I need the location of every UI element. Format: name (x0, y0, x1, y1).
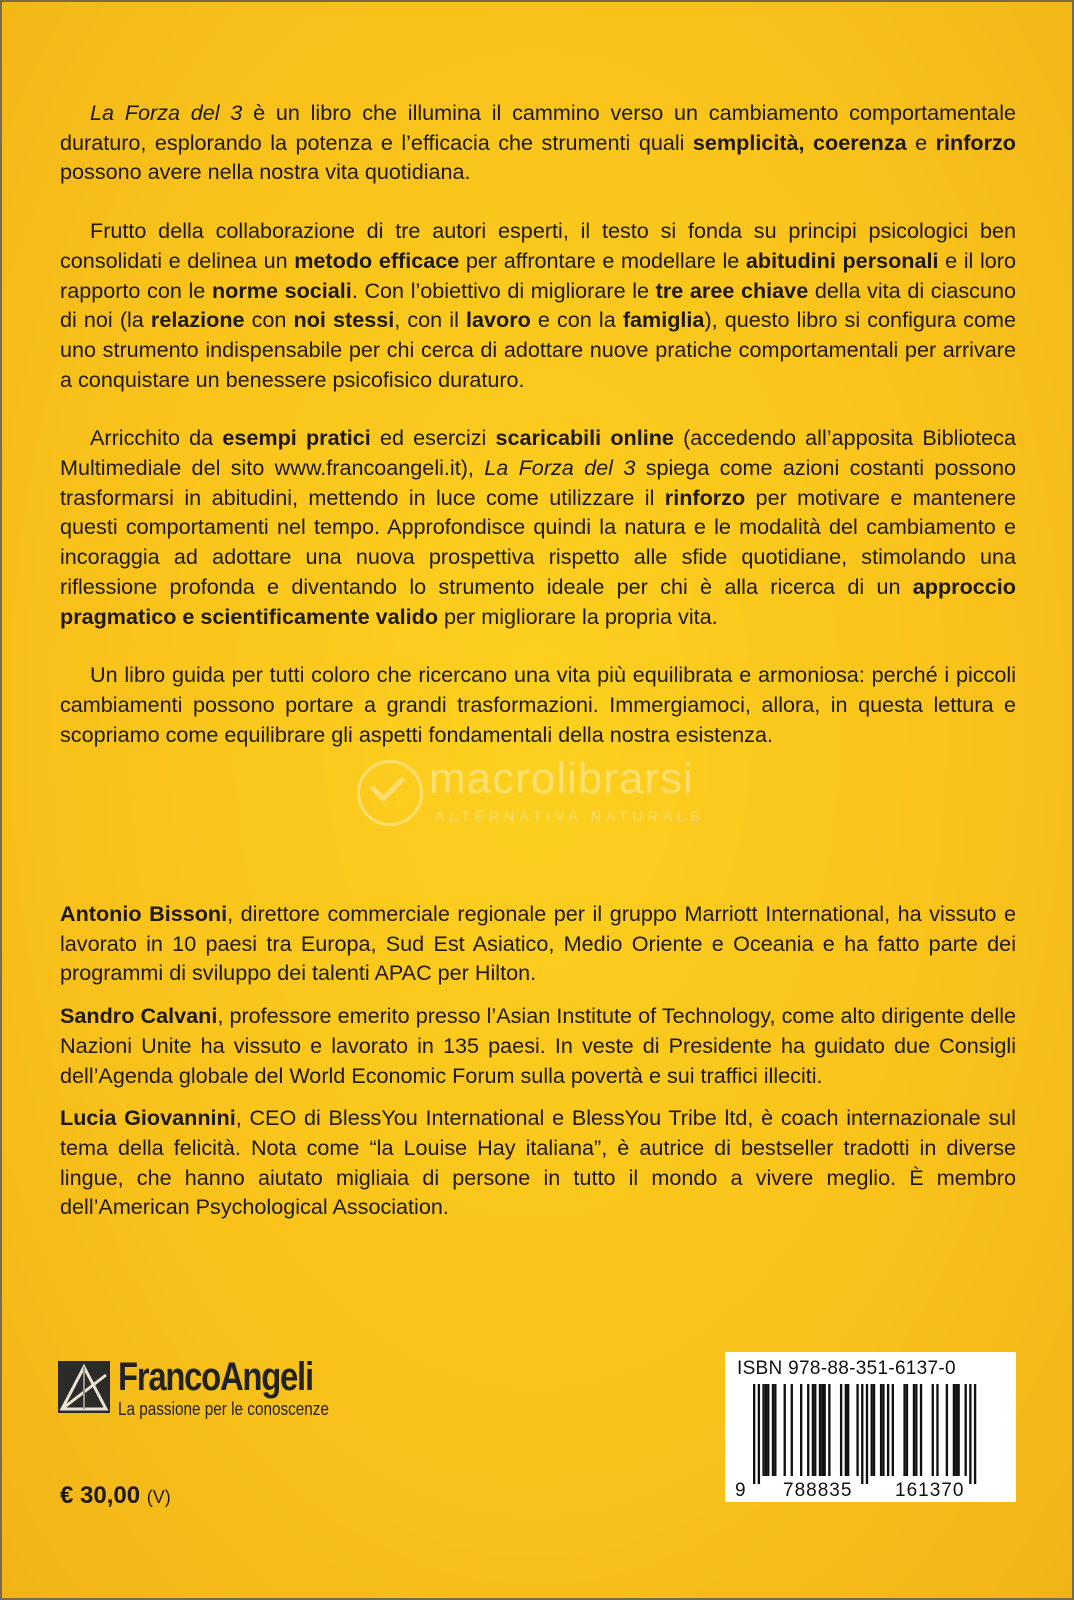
isbn-label: ISBN 978-88-351-6137-0 (737, 1358, 956, 1379)
blurb-paragraph-1 (60, 98, 1016, 187)
barcode-box (725, 1352, 1016, 1502)
text-segment: metodo efficace (294, 247, 460, 273)
text-segment: e (906, 129, 936, 155)
price (60, 1482, 171, 1510)
author-bio (60, 1103, 1016, 1222)
text-segment: e con la (530, 307, 623, 333)
blurb-paragraph-3 (60, 423, 1016, 631)
text-segment: relazione (150, 307, 245, 333)
author-bio-text: , professore emerito presso l’Asian Institute of Technology, come alto dirigente delle Nazioni Unite ha vissuto e lavorato in 135 paesi. In veste di Presidente ha guidato due Consigli dell’Agenda globale del World Economic Forum sulla povertà e sui traffici illeciti. (60, 1003, 1016, 1088)
text-segment: famiglia (622, 307, 705, 333)
barcode-bar (882, 1384, 884, 1476)
barcode-bar (800, 1384, 802, 1476)
price-amount: € 30,00 (60, 1482, 141, 1509)
publisher-logo-icon (58, 1361, 110, 1413)
text-segment: per migliorare la propria vita. (438, 603, 718, 629)
barcode-bar (856, 1384, 858, 1476)
barcode-bar (880, 1384, 882, 1476)
text-segment: per affrontare e modellare le (459, 247, 746, 273)
text-segment: scaricabili online (495, 425, 674, 451)
barcode-bar (932, 1384, 934, 1476)
author-name: Lucia Giovannini (60, 1105, 236, 1131)
barcode-bar (847, 1384, 849, 1476)
barcode-bar (840, 1384, 842, 1476)
text-segment: Arricchito da (90, 425, 223, 451)
barcode-bar (812, 1384, 814, 1476)
barcode-bar (953, 1384, 955, 1476)
text-segment: Frutto della collaborazione di tre autori esperti, il testo si fonda su principi psicologici ben consolidati e delinea un (60, 218, 1016, 273)
text-segment: . Con l’obiettivo di migliorare le (351, 277, 656, 303)
text-segment: spiega come azioni costanti possono trasformarsi in abitudini, mettendo in luce come utilizzare il (60, 455, 1016, 510)
watermark-name: macrolibrarsi (429, 754, 694, 803)
text-segment: La Forza del 3 (484, 455, 636, 481)
text-segment: per motivare e mantenere questi comportamenti nel tempo. Approfondisce quindi la natura e le modalità del cambiamento e incoraggia ad adottare una nuova prospettiva rispetto alle sfide quotidiane, stimolando una riflessione profonda e diventando lo strumento ideale per chi è alla ricerca di un (60, 484, 1016, 599)
author-bios (60, 899, 1016, 1235)
barcode-bar (903, 1384, 905, 1476)
text-segment: è un libro che illumina il cammino verso un cambiamento comportamentale duraturo, esplorando la potenza e l’efficacia che strumenti quali (60, 100, 1017, 155)
text-segment: Un libro guida per tutti coloro che ricercano una vita più equilibrata e armoniosa: perché i piccoli cambiamenti possono portare a grandi trasformazioni. Immergiamoci, allora, in questa lettura e scopriamo come equilibrare gli aspetti fondamentali della nostra esistenza. (60, 662, 1016, 747)
barcode-bar (887, 1384, 889, 1476)
text-segment: abitudini personali (745, 247, 939, 273)
barcode-bar (906, 1384, 908, 1476)
text-segment: esempi pratici (222, 425, 371, 451)
price-note: (V) (146, 1487, 171, 1507)
author-bio-text: , direttore commerciale regionale per il gruppo Marriott International, ha vissuto e lavorato in 10 paesi tra Europa, Sud Est Asiatico, Medio Oriente e Oceania e ha fatto parte dei programmi di sviluppo dei talenti APAC per Hilton. (60, 901, 1016, 986)
author-bio-text: , CEO di BlessYou International e BlessYou Tribe ltd, è coach internazionale sul tema della felicità. Nota come “la Louise Hay italiana”, è autrice di bestseller tradotti in diverse lingue, che hanno aiutato migliaia di persone in tutto il mondo a vivere meglio. È membro dell’American Psychological Association. (60, 1105, 1016, 1220)
barcode-bar (762, 1384, 764, 1476)
author-bio (60, 899, 1016, 988)
barcode-bar (861, 1384, 863, 1484)
barcode-bar (767, 1384, 769, 1476)
text-segment: semplicità, coerenza (692, 129, 907, 155)
text-segment: La Forza del 3 (90, 100, 243, 125)
barcode-bar (913, 1384, 915, 1476)
text-segment: rinforzo (664, 484, 746, 510)
barcode-bar (784, 1384, 786, 1476)
barcode-bar (807, 1384, 809, 1476)
barcode-bar (871, 1384, 873, 1476)
barcode-bar (873, 1384, 875, 1476)
barcode-bar (774, 1384, 776, 1476)
author-name: Antonio Bissoni (60, 901, 228, 926)
barcode-bar (821, 1384, 823, 1476)
blurb-paragraph-2 (60, 216, 1016, 394)
text-segment: noi stessi (293, 307, 395, 333)
barcode-digits-right: 161370 (895, 1480, 965, 1501)
barcode-bar (936, 1384, 938, 1476)
publisher-tagline: La passione per le conoscenze (118, 1399, 329, 1419)
text-segment: della vita di ciascuno di noi (la (60, 277, 1016, 333)
publisher-name: FrancoAngeli (118, 1355, 313, 1399)
text-segment: lavoro (465, 307, 531, 333)
barcode-bar (969, 1384, 971, 1484)
barcode-bar (814, 1384, 816, 1476)
author-name: Sandro Calvani (60, 1003, 218, 1029)
barcode-bar (765, 1384, 767, 1476)
barcode-bar (845, 1384, 847, 1476)
text-segment: e il loro rapporto con le (60, 247, 1016, 303)
text-segment: approccio pragmatico e scientificamente valido (60, 573, 1016, 629)
barcode-digits-left: 788835 (783, 1480, 853, 1501)
barcode-bar (819, 1384, 821, 1476)
text-segment: tre aree chiave (655, 277, 809, 303)
barcode-bar (758, 1384, 760, 1484)
barcode-bar (955, 1384, 957, 1476)
barcode (753, 1384, 1003, 1484)
barcode-bar (824, 1384, 826, 1476)
barcode-bar (974, 1384, 976, 1484)
text-segment: , con il (394, 307, 466, 333)
barcode-bar (915, 1384, 917, 1476)
barcode-bar (866, 1384, 868, 1484)
barcode-bar (772, 1384, 774, 1476)
blurb-text (60, 98, 1016, 778)
watermark-tagline: ALTERNATIVA NATURALE (435, 808, 705, 824)
text-segment: possono avere nella nostra vita quotidiana. (60, 159, 471, 185)
barcode-bar (753, 1384, 755, 1484)
barcode-bar (828, 1384, 830, 1476)
text-segment: norme sociali (211, 277, 352, 303)
barcode-bar (965, 1384, 967, 1476)
blurb-paragraph-4 (60, 660, 1016, 749)
author-bio (60, 1001, 1016, 1090)
barcode-bar (946, 1384, 948, 1476)
text-segment: ed esercizi (370, 425, 496, 451)
barcode-digit-first: 9 (735, 1480, 746, 1501)
text-segment: ), questo libro si configura come uno strumento indispensabile per chi cerca di adottare nuove pratiche comportamentali per arrivare a conquistare un benessere psicofisico duraturo. (60, 307, 1016, 392)
barcode-bar (920, 1384, 922, 1476)
publisher-logo (58, 1355, 348, 1423)
barcode-bar (957, 1384, 959, 1476)
barcode-bar (791, 1384, 793, 1476)
text-segment: con (244, 307, 294, 333)
barcode-bar (892, 1384, 894, 1476)
text-segment: (accedendo all’apposita Biblioteca Multimediale del sito www.francoangeli.it), (60, 425, 1016, 481)
text-segment: rinforzo (935, 129, 1016, 155)
